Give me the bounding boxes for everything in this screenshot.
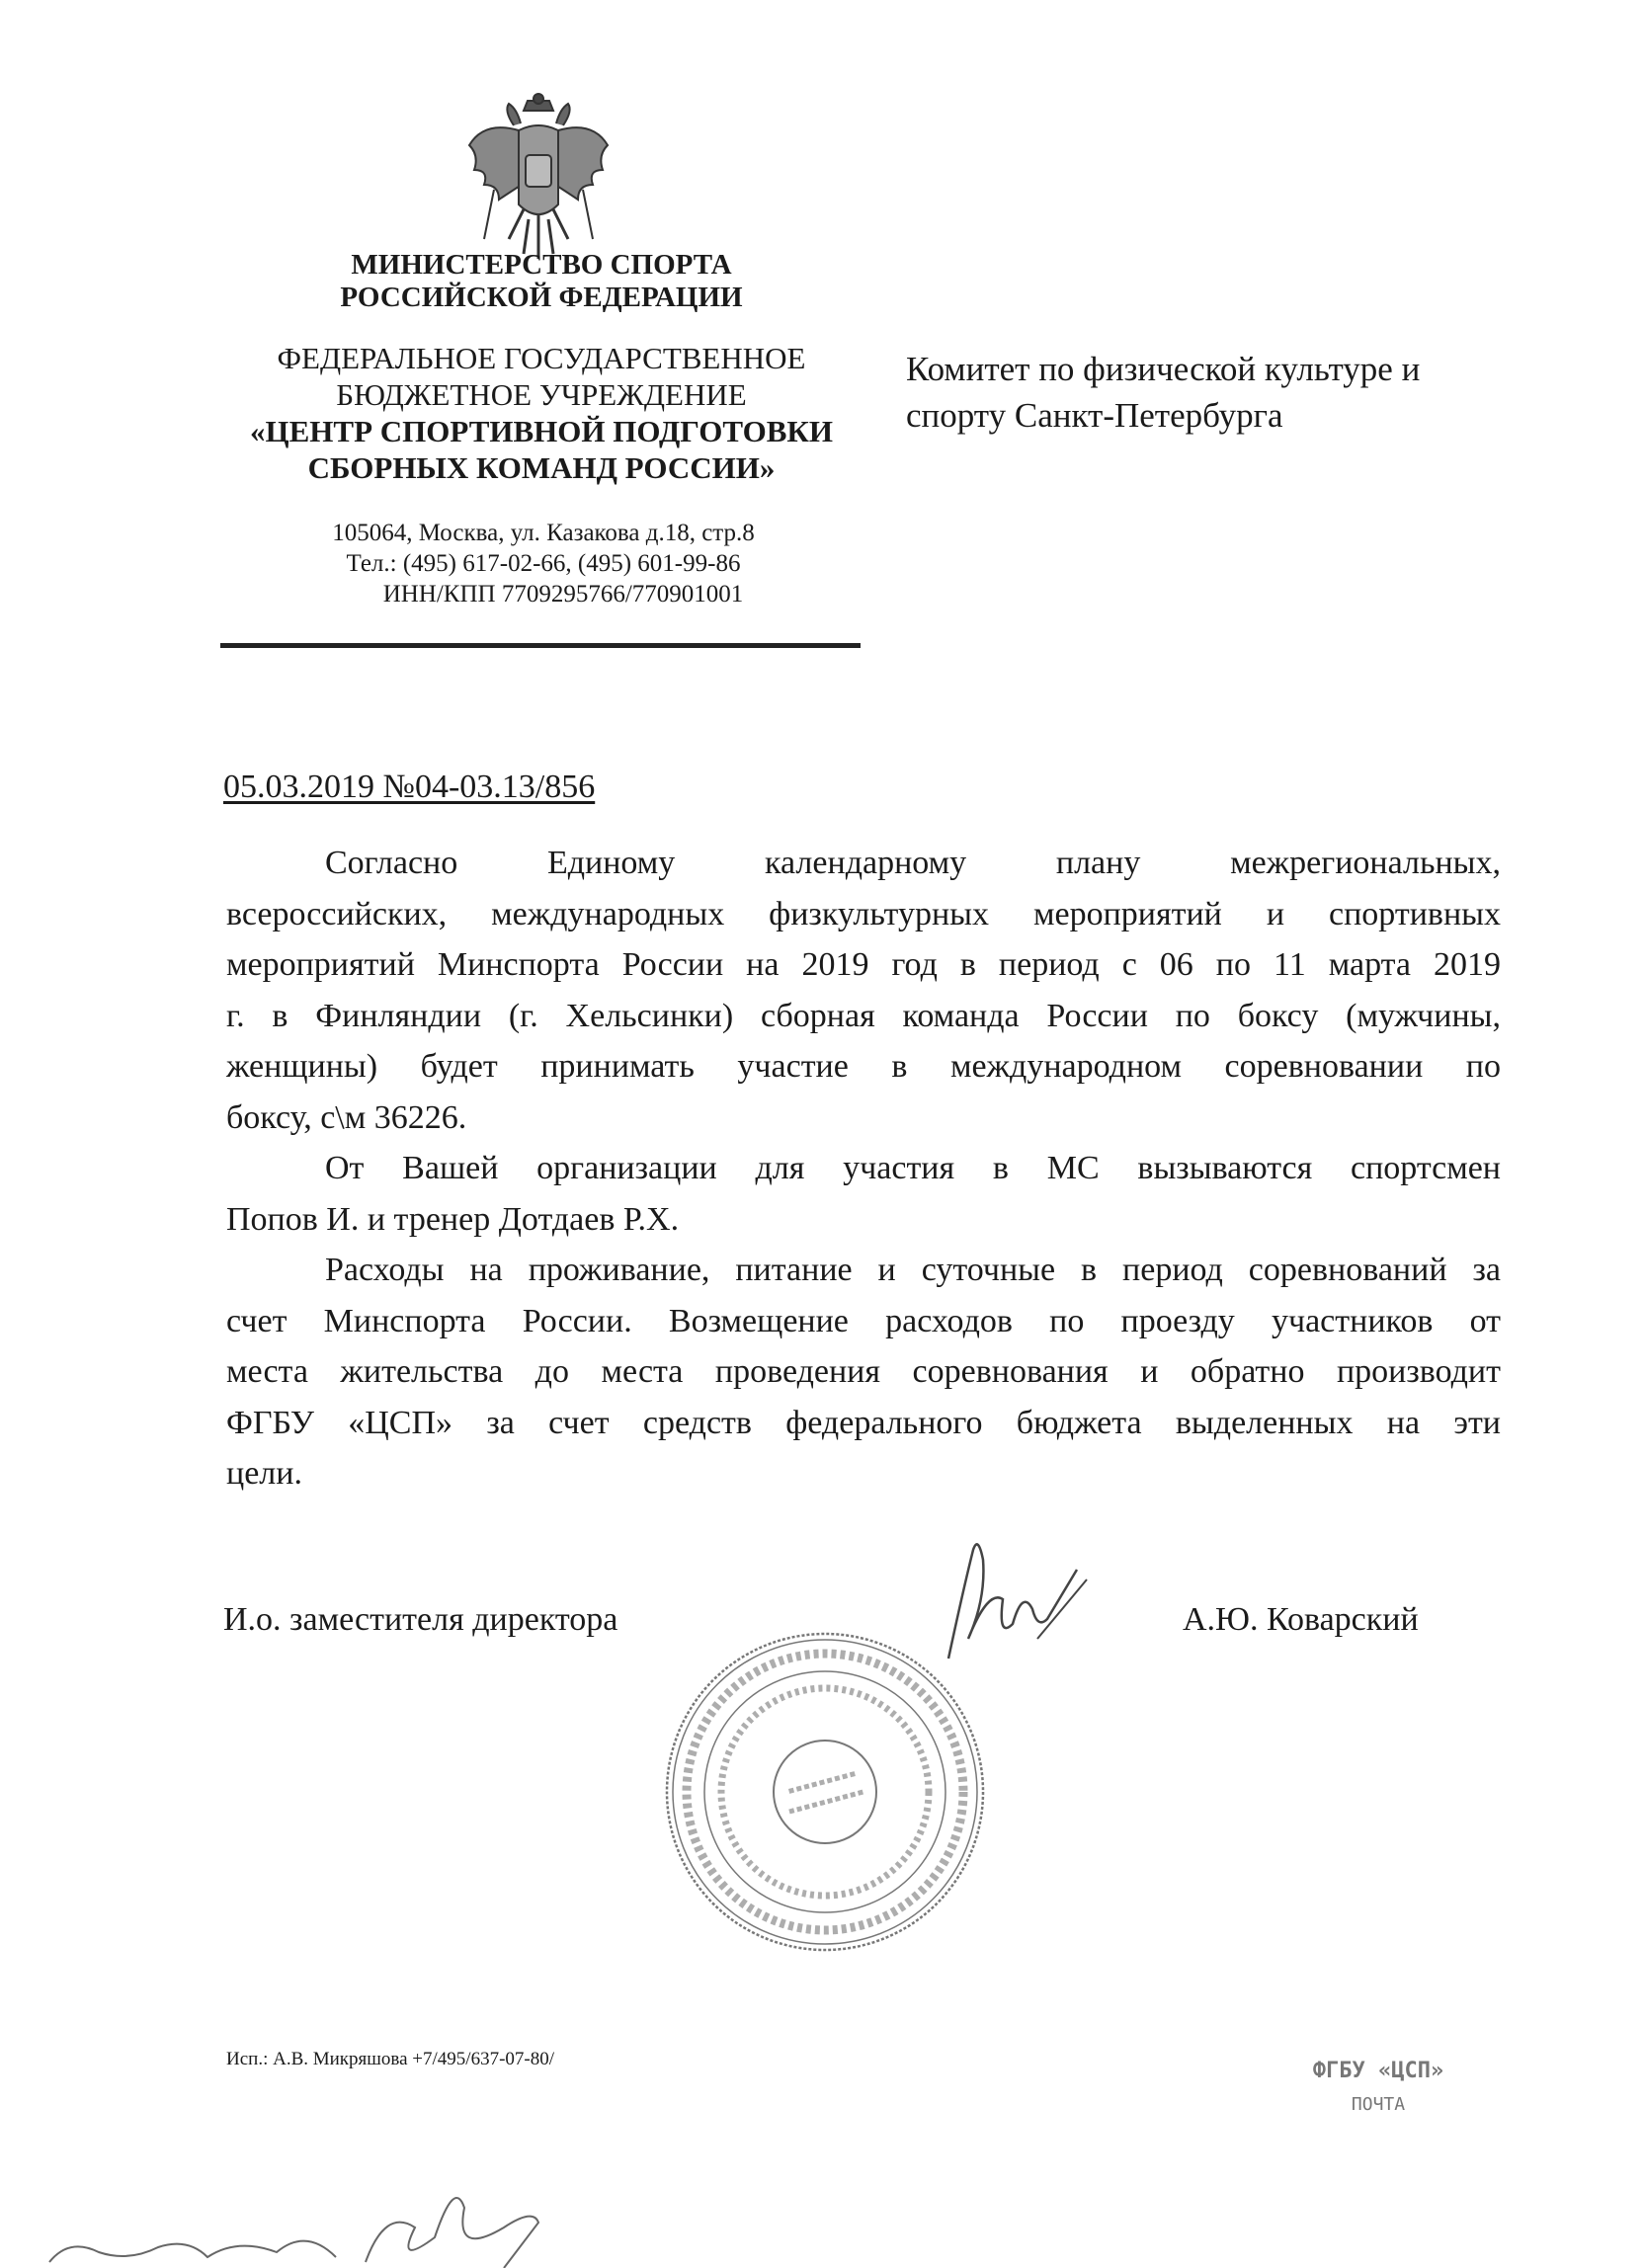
- executor-info: Исп.: А.В. Микряшова +7/495/637-07-80/: [226, 2049, 555, 2069]
- body-line: цели.: [226, 1455, 302, 1492]
- post-stamp-label: ПОЧТА: [1351, 2094, 1406, 2115]
- signatory-title: И.о. заместителя директора: [223, 1600, 618, 1638]
- letter-body: [226, 838, 1501, 1499]
- addressee-line: Комитет по физической культуре и: [906, 350, 1421, 388]
- org-name-line: «ЦЕНТР СПОРТИВНОЙ ПОДГОТОВКИ: [250, 414, 833, 448]
- post-stamp: [1284, 2055, 1472, 2122]
- handwritten-initials: [40, 2168, 553, 2268]
- org-line: ФЕДЕРАЛЬНОЕ ГОСУДАРСТВЕННОЕ: [277, 341, 806, 375]
- addressee: [906, 346, 1420, 439]
- body-line: счет Минспорта России. Возмещение расходов по проезду участников от: [226, 1302, 1501, 1339]
- body-line: От Вашей организации для участия в МС вызываются спортсмен: [325, 1150, 1501, 1186]
- body-line: ФГБУ «ЦСП» за счет средств федерального бюджета выделенных на эти: [226, 1404, 1501, 1441]
- post-stamp-org: ФГБУ «ЦСП»: [1312, 2059, 1444, 2083]
- body-line: женщины) будет принимать участие в международном соревновании по: [226, 1048, 1501, 1085]
- org-contacts: [257, 518, 830, 609]
- handwritten-signature: [929, 1530, 1107, 1678]
- coat-of-arms-emblem: [464, 91, 613, 264]
- paragraph: [226, 1245, 1501, 1499]
- body-line: всероссийских, международных физкультурных мероприятий и спортивных: [226, 895, 1501, 932]
- body-line: места жительства до места проведения соревнования и обратно производит: [226, 1353, 1501, 1390]
- ministry-line: РОССИЙСКОЙ ФЕДЕРАЦИИ: [340, 282, 743, 313]
- org-inn: ИНН/КПП 7709295766/770901001: [382, 581, 744, 608]
- ministry-title: [245, 249, 838, 314]
- body-line: мероприятий Минспорта России на 2019 год в период с 06 по 11 марта 2019: [226, 946, 1501, 983]
- organization-title: [215, 340, 867, 486]
- body-line: боксу, с\м 36226.: [226, 1098, 467, 1136]
- org-line: БЮДЖЕТНОЕ УЧРЕЖДЕНИЕ: [336, 377, 747, 412]
- ministry-line: МИНИСТЕРСТВО СПОРТА: [351, 249, 732, 281]
- addressee-line: спорту Санкт-Петербурга: [906, 396, 1283, 435]
- org-address: 105064, Москва, ул. Казакова д.18, стр.8: [332, 520, 755, 546]
- body-line: г. в Финляндии (г. Хельсинки) сборная команда России по боксу (мужчины,: [226, 997, 1501, 1034]
- signatory-name: А.Ю. Коварский: [1183, 1600, 1419, 1638]
- document-reference: 05.03.2019 №04-03.13/856: [223, 769, 596, 805]
- body-line: Расходы на проживание, питание и суточные в период соревнований за: [325, 1252, 1501, 1288]
- body-line: Попов И. и тренер Дотдаев Р.Х.: [226, 1200, 680, 1238]
- signature-row: [223, 1598, 1501, 1658]
- letter-content: [223, 838, 1501, 1658]
- org-name-line: СБОРНЫХ КОМАНД РОССИИ»: [307, 450, 776, 485]
- org-phone: Тел.: (495) 617-02-66, (495) 601-99-86: [346, 550, 741, 577]
- paragraph: [226, 1143, 1501, 1245]
- header-divider: [220, 643, 861, 648]
- paragraph: [226, 838, 1501, 1143]
- body-line: Согласно Единому календарному плану межрегиональных,: [325, 845, 1501, 881]
